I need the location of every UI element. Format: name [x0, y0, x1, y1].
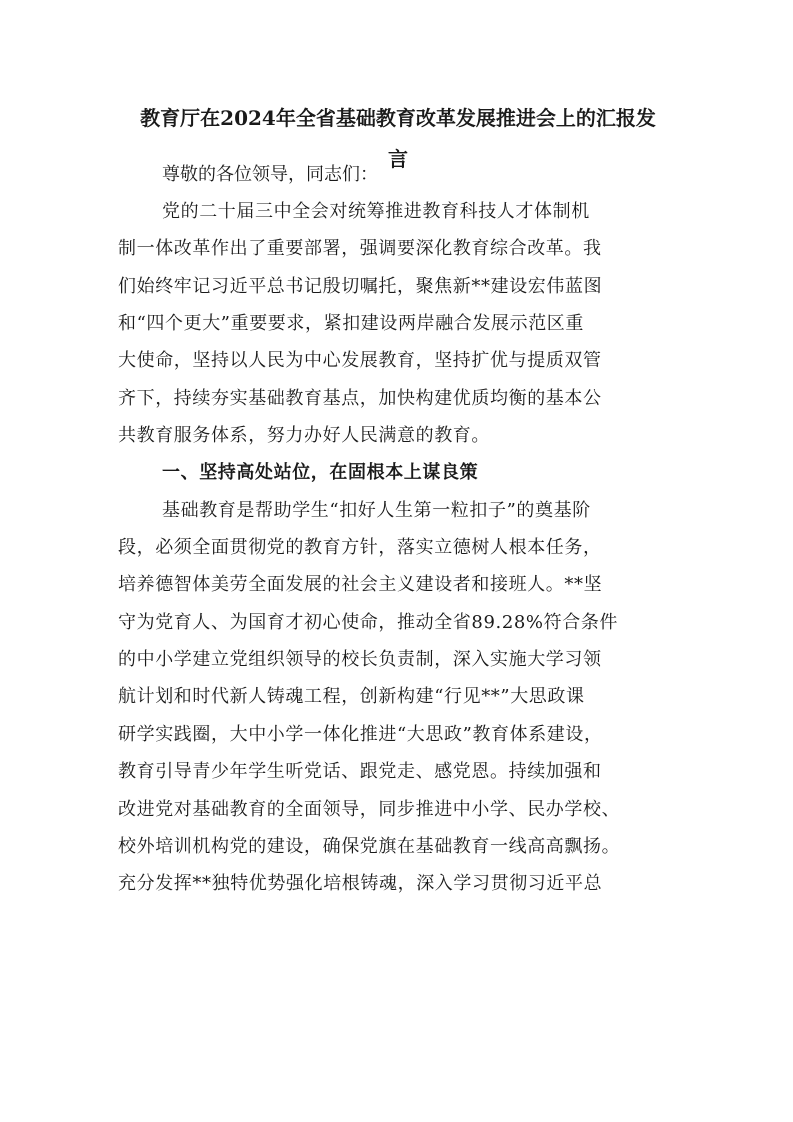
paragraph-2-line: 改进党对基础教育的全面领导，同步推进中小学、民办学校、: [118, 798, 621, 820]
paragraph-2-line: 教育引导青少年学生听党话、跟党走、感党恩。持续加强和: [118, 761, 602, 783]
paragraph-2-line: 的中小学建立党组织领导的校长负责制，深入实施大学习领: [118, 649, 602, 671]
paragraph-2-line: 培养德智体美劳全面发展的社会主义建设者和接班人。**坚: [118, 574, 603, 596]
paragraph-1-line: 大使命，坚持以人民为中心发展教育，坚持扩优与提质双管: [118, 350, 602, 372]
paragraph-2-line: 段，必须全面贯彻党的教育方针，落实立德树人根本任务，: [118, 537, 602, 559]
paragraph-2-line: 航计划和时代新人铸魂工程，创新构建“行见**”大思政课: [118, 686, 585, 708]
paragraph-2-line: 守为党育人、为国育才初心使命，推动全省89.28%符合条件: [118, 611, 619, 633]
salutation: 尊敬的各位领导，同志们：: [162, 164, 378, 185]
paragraph-1-line: 们始终牢记习近平总书记殷切嘱托，聚焦新**建设宏伟蓝图: [118, 275, 603, 297]
section-heading-1: 一、坚持高处站位，在固根本上谋良策: [162, 462, 479, 484]
paragraph-2-line: 充分发挥**独特优势强化培根铸魂，深入学习贯彻习近平总: [118, 873, 603, 895]
title-line-1: 教育厅在2024年全省基础教育改革发展推进会上的汇报发: [140, 106, 656, 130]
paragraph-1-line: 齐下，持续夯实基础教育基点，加快构建优质均衡的基本公: [118, 387, 602, 409]
paragraph-2-line: 研学实践圈，大中小学一体化推进“大思政”教育体系建设，: [118, 723, 603, 745]
body-text: [118, 193, 690, 903]
paragraph-1-line: 党的二十届三中全会对统筹推进教育科技人才体制机: [162, 201, 590, 222]
paragraph-1-line: 共教育服务体系，努力办好人民满意的教育。: [118, 425, 490, 447]
paragraph-2-line: 校外培训机构党的建设，确保党旗在基础教育一线高高飘扬。: [118, 835, 621, 857]
paragraph-1-line: 和“四个更大”重要要求，紧扣建设两岸融合发展示范区重: [118, 313, 585, 335]
paragraph-2-line: 基础教育是帮助学生“扣好人生第一粒扣子”的奠基阶: [162, 499, 591, 521]
title-line-2: 言: [388, 147, 408, 171]
paragraph-1-line: 制一体改革作出了重要部署，强调要深化教育综合改革。我: [118, 238, 602, 260]
